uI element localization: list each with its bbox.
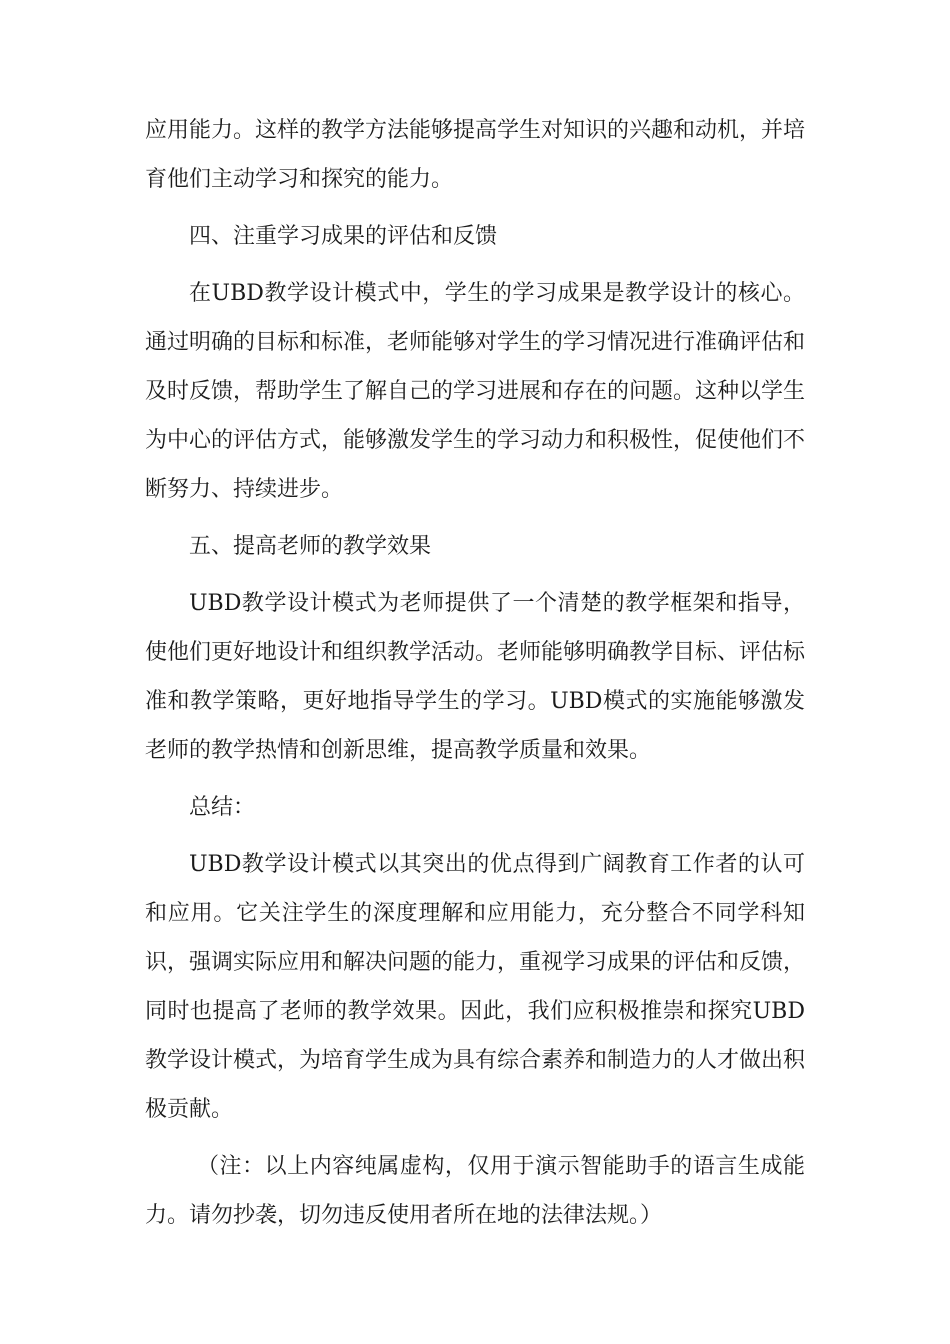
disclaimer-note: （注：以上内容纯属虚构，仅用于演示智能助手的语言生成能力。请勿抄袭，切勿违反使用者所在地的法律法规。） — [145, 1154, 805, 1228]
paragraph-continuation: 应用能力。这样的教学方法能够提高学生对知识的兴趣和动机，并培育他们主动学习和探究的能力。 — [145, 118, 806, 192]
paragraph-summary: UBD教学设计模式以其突出的优点得到广阔教育工作者的认可和应用。它关注学生的深度理解和应用能力，充分整合不同学科知识，强调实际应用和解决问题的能力，重视学习成果的评估和反馈，同时也提高了老师的教学效果。因此，我们应积极推崇和探究UBD教学设计模式，为培育学生成为具有综合素养和制造力的人才做出积极贡献。 — [145, 852, 806, 1122]
section-heading-four: 四、注重学习成果的评估和反馈 — [189, 224, 498, 249]
section-heading-five: 五、提高老师的教学效果 — [189, 534, 432, 559]
paragraph-teacher-effect: UBD教学设计模式为老师提供了一个清楚的教学框架和指导，使他们更好地设计和组织教学活动。老师能够明确教学目标、评估标准和教学策略，更好地指导学生的学习。UBD模式的实施能够激发老师的教学热情和创新思维，提高教学质量和效果。 — [145, 591, 806, 763]
paragraph-assessment: 在UBD教学设计模式中，学生的学习成果是教学设计的核心。通过明确的目标和标准，老师能够对学生的学习情况进行准确评估和及时反馈，帮助学生了解自己的学习进展和存在的问题。这种以学生为中心的评估方式，能够激发学生的学习动力和积极性，促使他们不断努力、持续进步。 — [145, 281, 806, 502]
summary-heading: 总结： — [189, 795, 256, 820]
document-body — [145, 106, 805, 1248]
